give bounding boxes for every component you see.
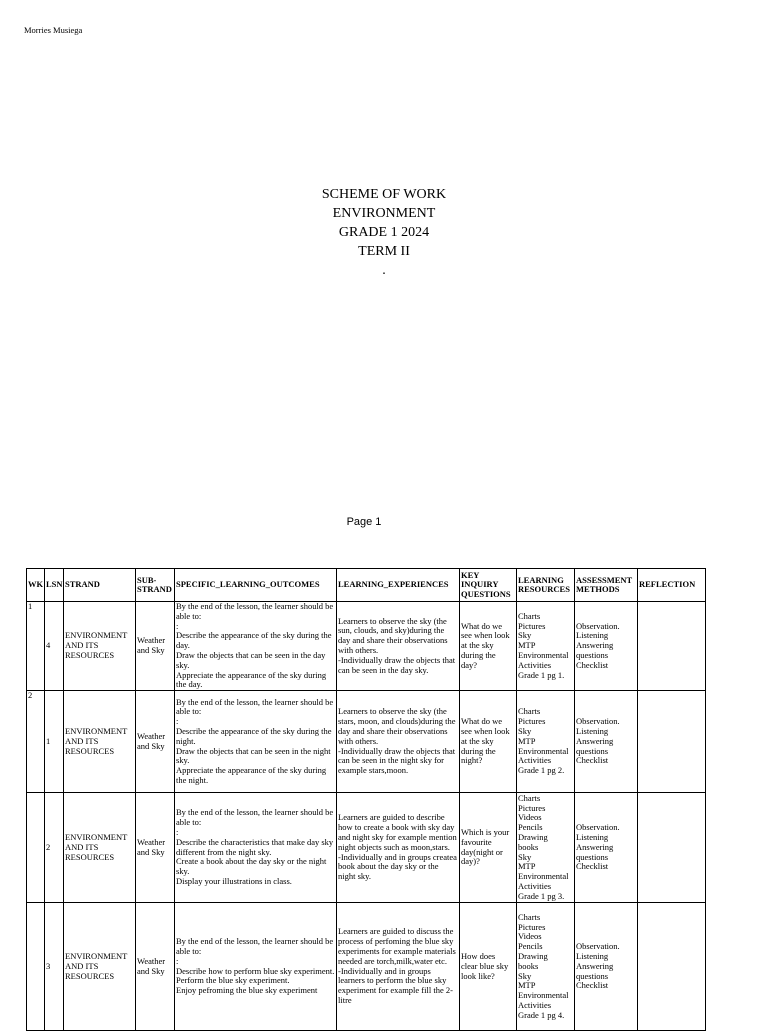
experience-line: -Individually draw the objects that can be seen in the night sky for example stars,moon. (338, 745, 456, 776)
assessment-line: Observation. (576, 941, 620, 952)
outcome-line: Describe how to perform blue sky experiment. (176, 965, 335, 976)
week-cell: 2 (27, 691, 45, 793)
resource-line: books (518, 841, 539, 852)
assessment-line: questions (576, 851, 609, 862)
header-learning-experiences: LEARNING_EXPERIENCES (337, 569, 460, 602)
assessment-line: Observation. (576, 716, 620, 727)
lesson-cell: 2 (45, 793, 64, 903)
strand-line: RESOURCES (65, 970, 115, 981)
strand-line: RESOURCES (65, 745, 115, 756)
assessment-line: Checklist (576, 861, 609, 872)
resource-line: Sky (518, 970, 532, 981)
header-line: RESOURCES (518, 584, 570, 594)
outcome-line: Appreciate the appearance of the sky during the night. (176, 765, 327, 785)
question-line: How does (461, 950, 496, 961)
outcome-line: : (176, 827, 179, 838)
strand-line: AND ITS (65, 960, 99, 971)
experience-line: Learners are guided to describe how to create a book with sky day and night sky for example mention night objects such as moon,stars. (338, 812, 457, 852)
outcome-line: : (176, 955, 179, 966)
strand-line: RESOURCES (65, 851, 115, 862)
question-line: see when look (461, 725, 510, 736)
experiences-cell (337, 691, 460, 793)
outcomes-cell (175, 903, 337, 1031)
header-line: KEY (461, 569, 480, 580)
table-row (27, 903, 706, 1031)
strand-cell (64, 793, 136, 903)
resource-line: Charts (518, 706, 541, 717)
assessment-line: questions (576, 970, 609, 981)
header-key-inquiry-questions (460, 569, 517, 602)
outcomes-cell (175, 602, 337, 691)
experience-line: Learners to observe the sky (the stars, moon, and clouds)during the day and share their observations with others. (338, 706, 456, 746)
assessment-line: questions (576, 745, 609, 756)
resource-line: Pictures (518, 620, 546, 631)
resource-line: Environmental (518, 871, 569, 882)
question-line: What do we (461, 620, 503, 631)
outcome-line: Perform the blue sky experiment. (176, 975, 290, 986)
header-line: METHODS (576, 584, 620, 594)
question-line: favourite (461, 836, 492, 847)
inquiry-question-cell (460, 691, 517, 793)
header-line: QUESTIONS (461, 588, 511, 599)
strand-line: AND ITS (65, 735, 99, 746)
sub-strand-cell (136, 691, 175, 793)
outcomes-cell (175, 793, 337, 903)
lesson-cell: 4 (45, 602, 64, 691)
header-line: INQUIRY (461, 579, 499, 590)
scheme-of-work-table (26, 568, 706, 1031)
experience-line: Learners to observe the sky (the sun, clouds, and sky)during the day and share their observations with others. (338, 615, 448, 656)
question-line: during the (461, 649, 496, 660)
title-line: TERM II (358, 244, 410, 259)
resource-line: Sky (518, 630, 532, 641)
header-sub-strand (136, 569, 175, 602)
resources-cell (517, 691, 575, 793)
strand-line: ENVIRONMENT (65, 630, 128, 641)
header-specific-learning-outcomes: SPECIFIC_LEARNING_OUTCOMES (175, 569, 337, 602)
assessment-line: Checklist (576, 659, 609, 670)
resource-line: Pictures (518, 921, 546, 932)
outcome-line: By the end of the lesson, the learner should be able to: (176, 807, 334, 828)
strand-line: ENVIRONMENT (65, 831, 128, 842)
outcome-line: By the end of the lesson, the learner should be able to: (176, 696, 334, 717)
question-line: day? (461, 659, 478, 670)
resource-line: Pictures (518, 802, 546, 813)
assessment-line: Checklist (576, 755, 609, 766)
experience-line: -Individually and in groups createa book about the day sky or the night sky. (338, 851, 457, 882)
resource-line: Activities (518, 880, 552, 891)
header-assessment-methods (575, 569, 638, 602)
sub-strand-cell (136, 602, 175, 691)
assessment-line: Observation. (576, 620, 620, 631)
assessment-line: Listening (576, 725, 609, 736)
assessment-line: Answering (576, 841, 614, 852)
strand-cell (64, 602, 136, 691)
resource-line: Charts (518, 911, 541, 922)
assessment-line: Listening (576, 831, 609, 842)
table-row (27, 602, 706, 691)
week-cell (27, 903, 45, 1031)
resource-line: Grade 1 pg 1. (518, 669, 565, 680)
strand-line: AND ITS (65, 640, 99, 651)
experiences-cell (337, 903, 460, 1031)
assessment-line: Listening (576, 630, 609, 641)
strand-cell (64, 903, 136, 1031)
week-cell: 1 (27, 602, 45, 691)
sub-strand-line: Weather (137, 955, 166, 966)
outcome-line: By the end of the lesson, the learner should be able to: (176, 936, 334, 957)
outcome-line: Draw the objects that can be seen in the day sky. (176, 649, 326, 670)
resource-line: Pencils (518, 941, 543, 952)
resource-line: Drawing (518, 950, 548, 961)
reflection-cell (638, 793, 706, 903)
experiences-cell (337, 602, 460, 691)
assessment-line: Answering (576, 640, 614, 651)
header-line: STRAND (137, 584, 172, 594)
question-line: day(night or (461, 846, 503, 857)
assessment-line: Answering (576, 735, 614, 746)
resource-line: Environmental (518, 649, 569, 660)
experiences-cell (337, 793, 460, 903)
resource-line: Grade 1 pg 3. (518, 890, 565, 901)
header-line: ASSESSMENT (576, 574, 633, 585)
resource-line: Videos (518, 931, 542, 942)
assessment-cell (575, 691, 638, 793)
experience-line: -Individually and in groups learners to perform the blue sky experiment for example fill the 2-litre (338, 965, 453, 1006)
resources-cell (517, 903, 575, 1031)
table-body (27, 602, 706, 1031)
resource-line: MTP (518, 640, 536, 651)
strand-line: AND ITS (65, 841, 99, 852)
question-line: day)? (461, 856, 480, 867)
outcomes-cell (175, 691, 337, 793)
header-strand: STRAND (64, 569, 136, 602)
resource-line: Sky (518, 725, 532, 736)
sub-strand-line: and Sky (137, 846, 165, 857)
reflection-cell (638, 602, 706, 691)
resource-line: Charts (518, 792, 541, 803)
resource-line: MTP (518, 980, 536, 991)
reflection-cell (638, 903, 706, 1031)
assessment-cell (575, 793, 638, 903)
assessment-line: Answering (576, 960, 614, 971)
outcome-line: : (176, 716, 179, 727)
resource-line: MTP (518, 861, 536, 872)
question-line: clear blue sky (461, 960, 509, 971)
resource-line: Activities (518, 755, 552, 766)
resource-line: Sky (518, 851, 532, 862)
title-line: SCHEME OF WORK (321, 187, 447, 202)
table-row (27, 691, 706, 793)
outcome-line: Describe the appearance of the sky during the night. (176, 725, 332, 746)
outcome-line: Appreciate the appearance of the sky during the day. (176, 669, 327, 690)
resource-line: Activities (518, 659, 552, 670)
strand-line: RESOURCES (65, 649, 115, 660)
table-header-row (27, 569, 706, 602)
outcome-line: : (176, 620, 179, 631)
sub-strand-line: and Sky (137, 965, 165, 976)
inquiry-question-cell (460, 903, 517, 1031)
resource-line: Grade 1 pg 2. (518, 765, 565, 776)
assessment-line: questions (576, 649, 609, 660)
inquiry-question-cell (460, 602, 517, 691)
question-line: see when look (461, 630, 510, 641)
question-line: Which is your (461, 827, 510, 838)
outcome-line: Enjoy pefroming the blue sky experiment (176, 985, 318, 996)
sub-strand-cell (136, 793, 175, 903)
resource-line: Pictures (518, 716, 546, 727)
question-line: look like? (461, 970, 495, 981)
question-line: at the sky (461, 735, 494, 746)
header-reflection: REFLECTION (638, 569, 706, 602)
outcome-line: Draw the objects that can be seen in the night sky. (176, 745, 331, 766)
resources-cell (517, 793, 575, 903)
resource-line: Charts (518, 610, 541, 621)
resource-line: Videos (518, 812, 542, 823)
header-wk: WK (27, 569, 45, 602)
reflection-cell (638, 691, 706, 793)
outcome-line: By the end of the lesson, the learner should be able to: (176, 601, 334, 621)
inquiry-question-cell (460, 793, 517, 903)
assessment-line: Observation. (576, 822, 620, 833)
assessment-line: Listening (576, 950, 609, 961)
resource-line: MTP (518, 735, 536, 746)
title-line: GRADE 1 2024 (338, 225, 430, 240)
resource-line: Environmental (518, 745, 569, 756)
header-line: LEARNING (518, 574, 564, 585)
lesson-cell: 3 (45, 903, 64, 1031)
outcome-line: Describe the characteristics that make day sky different from the night sky. (176, 836, 334, 857)
title-line: . (382, 263, 386, 278)
strand-line: ENVIRONMENT (65, 950, 128, 961)
sub-strand-line: Weather (137, 730, 166, 741)
outcome-line: Describe the appearance of the sky during the day. (176, 630, 332, 651)
outcome-line: Create a book about the day sky or the night sky. (176, 856, 327, 877)
author-name: Morries Musiega (24, 25, 83, 35)
question-line: at the sky (461, 640, 494, 651)
assessment-cell (575, 602, 638, 691)
resource-line: Grade 1 pg 4. (518, 1009, 565, 1020)
sub-strand-line: and Sky (137, 740, 165, 751)
sub-strand-line: Weather (137, 635, 166, 646)
resource-line: Environmental (518, 990, 569, 1001)
resource-line: Pencils (518, 822, 543, 833)
resource-line: Activities (518, 999, 552, 1010)
header-lsn: LSN (45, 569, 64, 602)
question-line: night? (461, 755, 483, 766)
question-line: during the (461, 745, 496, 756)
document-title (0, 185, 768, 280)
strand-line: ENVIRONMENT (65, 725, 128, 736)
question-line: What do we (461, 716, 503, 727)
experience-line: -Individually draw the objects that can be seen in the day sky. (338, 654, 456, 675)
resource-line: books (518, 960, 539, 971)
sub-strand-cell (136, 903, 175, 1031)
title-line: ENVIRONMENT (332, 206, 436, 221)
page-number: Page 1 (346, 516, 382, 528)
assessment-cell (575, 903, 638, 1031)
header-line: SUB- (137, 574, 157, 585)
lesson-cell: 1 (45, 691, 64, 793)
header-learning-resources (517, 569, 575, 602)
experience-line: Learners are guided to discuss the process of perfoming the blue sky experiments for example materials needed are torch,milk,water etc. (338, 926, 456, 966)
resources-cell (517, 602, 575, 691)
outcome-line: Display your illustrations in class. (176, 876, 292, 887)
strand-cell (64, 691, 136, 793)
table-row (27, 793, 706, 903)
week-cell (27, 793, 45, 903)
assessment-line: Checklist (576, 980, 609, 991)
resource-line: Drawing (518, 831, 548, 842)
sub-strand-line: Weather (137, 836, 166, 847)
sub-strand-line: and Sky (137, 645, 165, 656)
